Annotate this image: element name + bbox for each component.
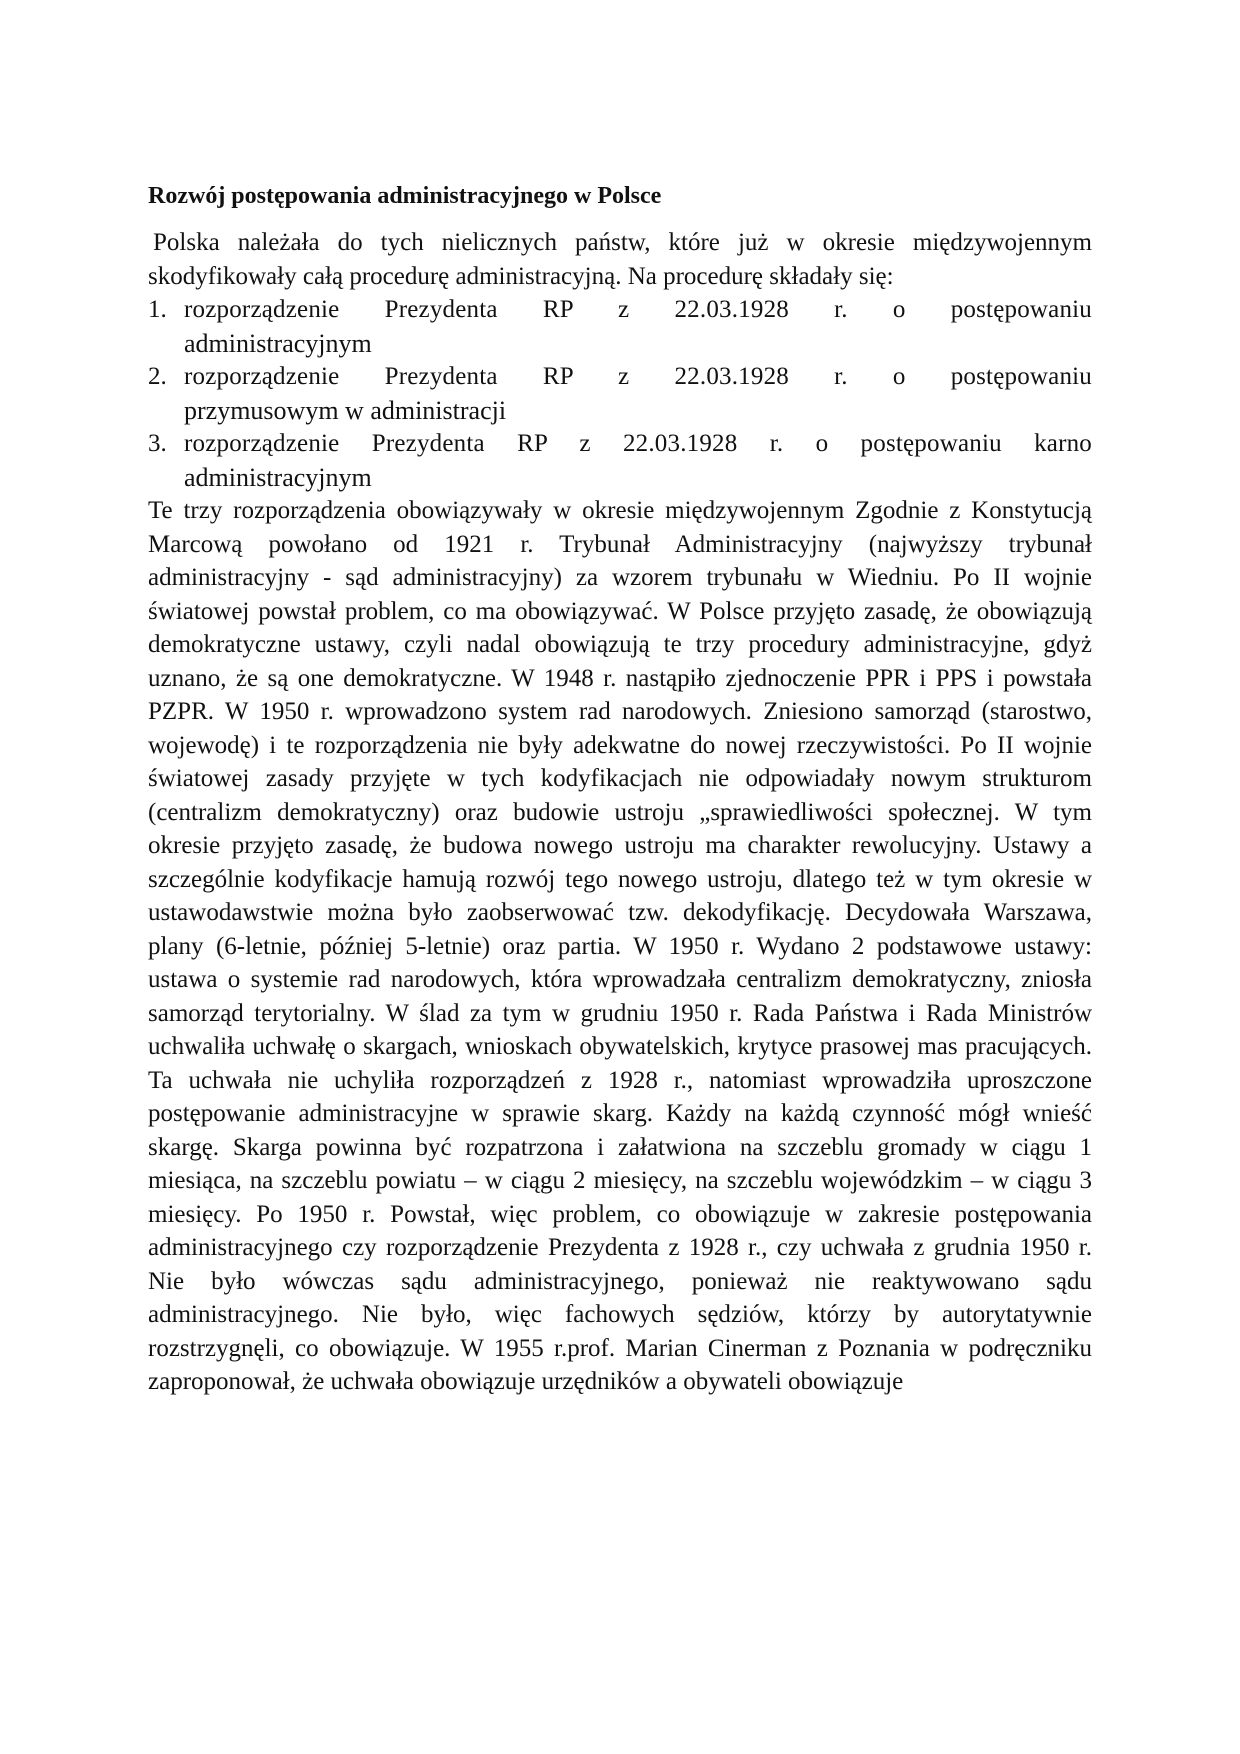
ordinance-list: [148, 293, 1092, 494]
list-item: [148, 360, 1092, 427]
body-paragraph: Te trzy rozporządzenia obowiązywały w okresie międzywojennym Zgodnie z Konstytucją Marcową powołano od 1921 r. Trybunał Administracyjny (najwyższy trybunał administracyjny - sąd administracyjny) za wzorem trybunału w Wiedniu. Po II wojnie światowej powstał problem, co ma obowiązywać. W Polsce przyjęto zasadę, że obowiązują demokratyczne ustawy, czyli nadal obowiązują te trzy procedury administracyjne, gdyż uznano, że są one demokratyczne. W 1948 r. nastąpiło zjednoczenie PPR i PPS i powstała PZPR. W 1950 r. wprowadzono system rad narodowych. Zniesiono samorząd (starostwo, wojewodę) i te rozporządzenia nie były adekwatne do nowej rzeczywistości. Po II wojnie światowej zasady przyjęte w tych kodyfikacjach nie odpowiadały nowym strukturom (centralizm demokratyczny) oraz budowie ustroju „sprawiedliwości społecznej. W tym okresie przyjęto zasadę, że budowa nowego ustroju ma charakter rewolucyjny. Ustawy a szczególnie kodyfikacje hamują rozwój tego nowego ustroju, dlatego też w tym okresie w ustawodawstwie można było zaobserwować tzw. dekodyfikację. Decydowała Warszawa, plany (6-letnie, później 5-letnie) oraz partia. W 1950 r. Wydano 2 podstawowe ustawy: ustawa o systemie rad narodowych, która wprowadzała centralizm demokratyczny, zniosła samorząd terytorialny. W ślad za tym w grudniu 1950 r. Rada Państwa i Rada Ministrów uchwaliła uchwałę o skargach, wnioskach obywatelskich, krytyce prasowej mas pracujących. Ta uchwała nie uchyliła rozporządzeń z 1928 r., natomiast wprowadziła uproszczone postępowanie administracyjne w sprawie skarg. Każdy na każdą czynność mógł wnieść skargę. Skarga powinna być rozpatrzona i załatwiona na szczeblu gromady w ciągu 1 miesiąca, na szczeblu powiatu – w ciągu 2 miesięcy, na szczeblu wojewódzkim – w ciągu 3 miesięcy. Po 1950 r. Powstał, więc problem, co obowiązuje w zakresie postępowania administracyjnego czy rozporządzenie Prezydenta z 1928 r., czy uchwała z grudnia 1950 r. Nie było wówczas sądu administracyjnego, ponieważ nie reaktywowano sądu administracyjnego. Nie było, więc fachowych sędziów, którzy by autorytatywnie rozstrzygnęli, co obowiązuje. W 1955 r.prof. Marian Cinerman z Poznania w podręczniku zaproponował, że uchwała obowiązuje urzędników a obywateli obowiązuje: [148, 497, 1092, 1395]
list-item-number: 1.: [148, 296, 167, 323]
document-title: Rozwój postępowania administracyjnego w Polsce: [148, 183, 662, 209]
list-item-text-continuation: przymusowym w administracji: [184, 395, 507, 425]
list-item-text-continuation: administracyjnym: [184, 462, 372, 492]
intro-paragraph: Polska należała do tych nielicznych państw, które już w okresie międzywojennym skodyfikowały całą procedurę administracyjną. Na procedurę składały się:: [148, 229, 1092, 290]
list-item-number: 3.: [148, 430, 167, 457]
document-body: [148, 180, 1092, 1399]
list-item: [148, 293, 1092, 360]
list-item-text: rozporządzenie Prezydenta RP z 22.03.1928 r. o postępowaniu: [184, 363, 1092, 390]
list-item-text: rozporządzenie Prezydenta RP z 22.03.1928 r. o postępowaniu karno: [184, 430, 1092, 457]
list-item-text-continuation: administracyjnym: [184, 328, 372, 358]
list-item-number: 2.: [148, 363, 167, 390]
list-item-text: rozporządzenie Prezydenta RP z 22.03.1928 r. o postępowaniu: [184, 296, 1092, 323]
list-item: [148, 427, 1092, 494]
